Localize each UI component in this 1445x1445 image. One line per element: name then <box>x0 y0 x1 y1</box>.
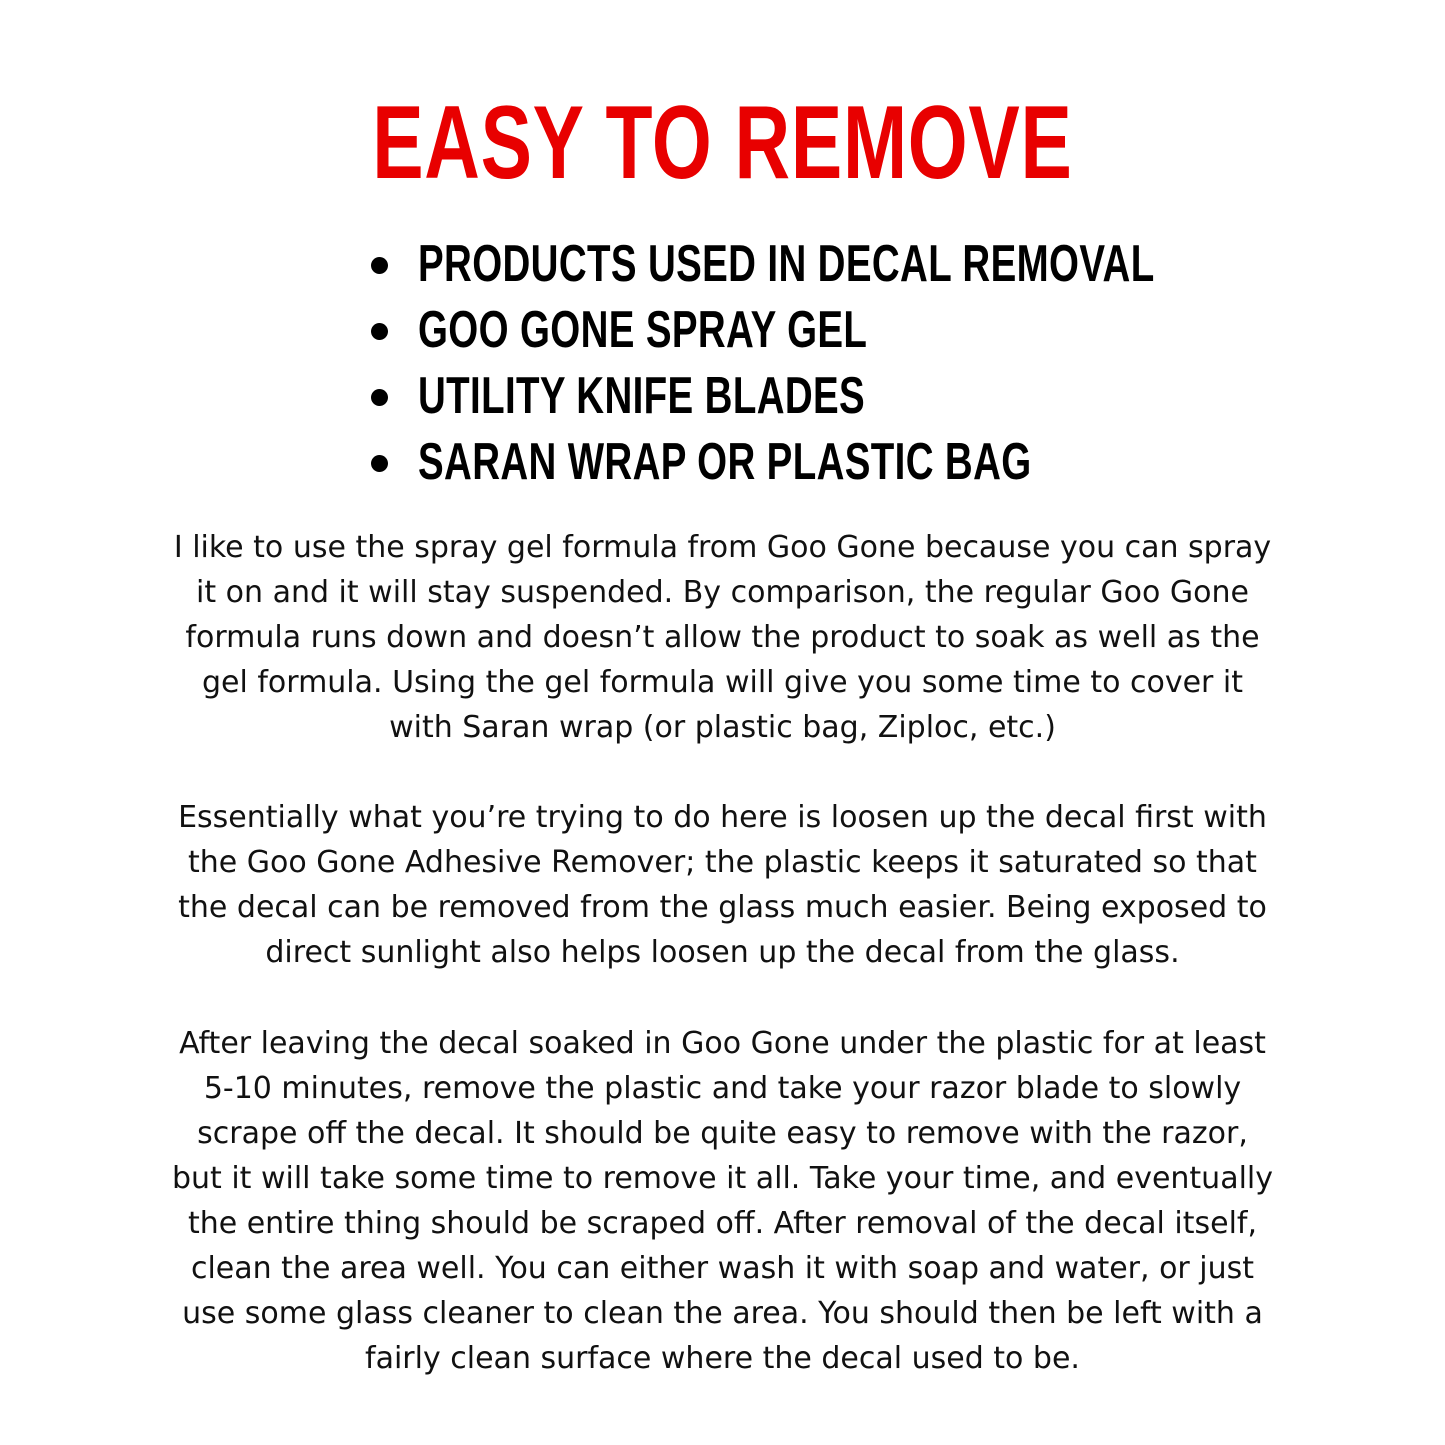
paragraph-spray-gel: I like to use the spray gel formula from Goo Gone because you can spray it on and it will stay suspended. By comparison, the regular Goo Gone formula runs down and doesn’t allow the product to soak as well as the gel formula. Using the gel formula will give you some time to cover it with Saran wrap (or plastic bag, Ziploc, etc.) <box>173 530 1272 745</box>
list-item <box>368 362 1268 428</box>
bullet-dot-icon <box>371 323 388 340</box>
list-item <box>368 230 1268 296</box>
bullet-dot-icon <box>371 455 388 472</box>
paragraph-loosen-decal: Essentially what you’re trying to do here is loosen up the decal first with the Goo Gone Adhesive Remover; the plastic keeps it saturated so that the decal can be removed from the glass much easier. Being exposed to direct sunlight also helps loosen up the decal from the glass. <box>178 800 1267 970</box>
list-item <box>368 296 1268 362</box>
list-item-label: SARAN WRAP OR PLASTIC BAG <box>418 433 1032 491</box>
list-item <box>368 428 1268 494</box>
paragraph-removal-steps: After leaving the decal soaked in Goo Gone under the plastic for at least 5-10 minutes, remove the plastic and take your razor blade to slowly scrape off the decal. It should be quite easy to remove with the razor, but it will take some time to remove it all. Take your time, and eventually the entire thing should be scraped off. After removal of the decal itself, clean the area well. You can either wash it with soap and water, or just use some glass cleaner to clean the area. You should then be left with a fairly clean surface where the decal used to be. <box>171 1026 1274 1376</box>
list-item-label: UTILITY KNIFE BLADES <box>418 367 866 425</box>
supplies-list <box>368 230 1268 494</box>
bullet-dot-icon <box>371 257 388 274</box>
page-title: EASY TO REMOVE <box>372 85 1073 201</box>
list-item-label: GOO GONE SPRAY GEL <box>418 301 868 359</box>
list-item-label: PRODUCTS USED IN DECAL REMOVAL <box>418 235 1155 293</box>
bullet-dot-icon <box>371 389 388 406</box>
